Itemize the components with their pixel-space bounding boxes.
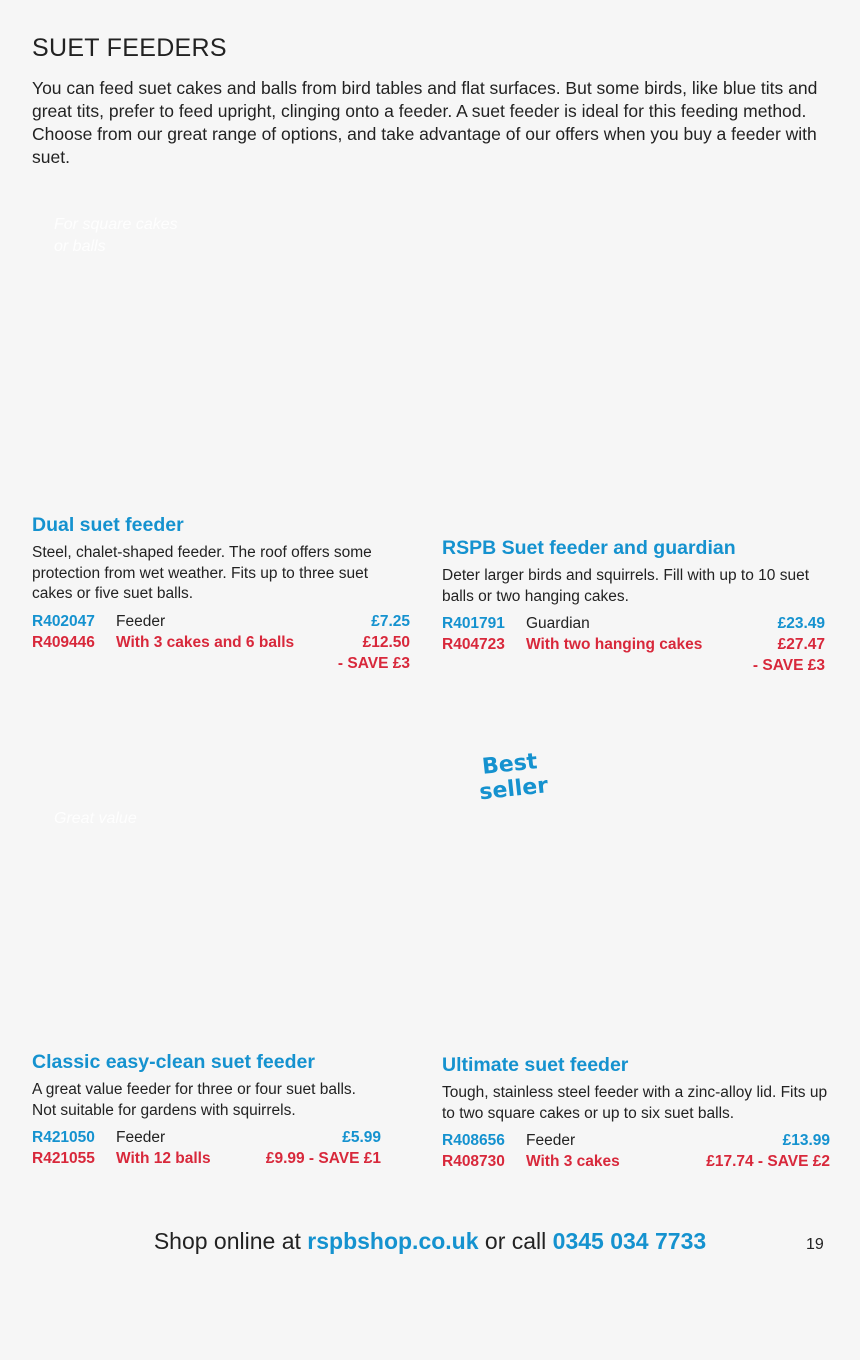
option-price: £12.50 <box>362 633 410 651</box>
price-row <box>32 611 410 632</box>
price-row <box>32 632 410 653</box>
option-price: £27.47 <box>777 636 825 653</box>
product-title: Dual suet feeder <box>32 514 184 536</box>
save-note: - SAVE £3 <box>752 657 825 674</box>
footer-contact <box>0 1228 860 1255</box>
product-code: R408730 <box>442 1153 505 1170</box>
option-price: £17.74 - SAVE £2 <box>706 1153 830 1170</box>
product-code: R421055 <box>32 1150 95 1167</box>
product-suet-feeder-guardian <box>442 536 825 676</box>
save-note: - SAVE £3 <box>337 654 410 672</box>
option-label: Feeder <box>116 1129 166 1146</box>
option-price: £9.99 - SAVE £1 <box>265 1150 381 1167</box>
product-title: Classic easy-clean suet feeder <box>32 1051 315 1073</box>
callout-square-cakes: For square cakes or balls <box>54 216 178 255</box>
option-label: Feeder <box>526 1132 576 1149</box>
product-code: R421050 <box>32 1129 95 1146</box>
option-price: £23.49 <box>777 615 825 632</box>
footer-prefix: Shop online at <box>153 1228 308 1254</box>
product-description: Deter larger birds and squirrels. Fill with up to 10 suet balls or two hanging cakes. <box>442 567 809 605</box>
product-code: R408656 <box>442 1132 505 1149</box>
option-label: Guardian <box>526 615 590 632</box>
price-row <box>442 1130 830 1151</box>
product-description: Steel, chalet-shaped feeder. The roof offers some protection from wet weather. Fits up to three suet cakes or five suet balls. <box>32 544 372 602</box>
product-title: Ultimate suet feeder <box>442 1054 629 1076</box>
price-row <box>442 634 825 655</box>
option-label: With 3 cakes <box>526 1153 620 1170</box>
product-code: R401791 <box>442 615 505 632</box>
product-code: R404723 <box>442 636 505 653</box>
product-classic-suet-feeder <box>32 1050 381 1169</box>
option-price: £13.99 <box>782 1132 830 1149</box>
product-dual-suet-feeder <box>32 513 410 674</box>
intro-paragraph: You can feed suet cakes and balls from bird tables and flat surfaces. But some birds, like blue tits and great tits, prefer to feed upright, clinging onto a feeder. A suet feeder is ideal for this feeding method. Choose from our great range of options, and take advantage of our offers when you buy a feeder with suet. <box>32 78 818 167</box>
callout-great-value: Great value <box>54 810 137 827</box>
price-row <box>32 1127 381 1148</box>
price-row <box>32 1148 381 1169</box>
product-description: A great value feeder for three or four suet balls. Not suitable for gardens with squirrels. <box>32 1081 356 1119</box>
option-label: With two hanging cakes <box>526 636 703 653</box>
page-title: SUET FEEDERS <box>32 34 227 62</box>
product-ultimate-suet-feeder <box>442 1053 830 1172</box>
product-title: RSPB Suet feeder and guardian <box>442 537 736 559</box>
option-label: With 12 balls <box>116 1150 211 1167</box>
product-code: R402047 <box>32 612 95 630</box>
price-row <box>442 1151 830 1172</box>
option-label: With 3 cakes and 6 balls <box>116 633 295 651</box>
website-link[interactable]: rspbshop.co.uk <box>307 1228 479 1254</box>
price-row <box>442 613 825 634</box>
page-number: 19 <box>806 1236 824 1253</box>
best-seller-badge: Best seller <box>478 749 550 806</box>
footer-middle: or call <box>478 1228 553 1254</box>
product-code: R409446 <box>32 633 95 651</box>
product-description: Tough, stainless steel feeder with a zinc-alloy lid. Fits up to two square cakes or up to six suet balls. <box>442 1084 828 1122</box>
option-label: Feeder <box>116 612 166 630</box>
option-price: £5.99 <box>342 1129 381 1146</box>
phone-number[interactable]: 0345 034 7733 <box>552 1228 707 1254</box>
option-price: £7.25 <box>371 612 410 630</box>
